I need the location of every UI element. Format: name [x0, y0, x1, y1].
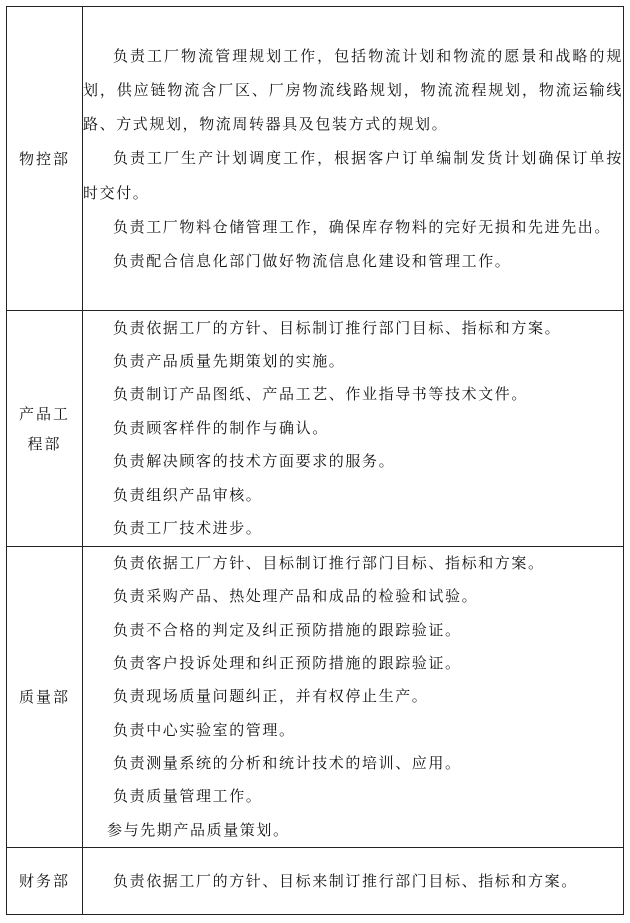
duty-item: 负责依据工厂的方针、目标制订推行部门目标、指标和方案。	[113, 318, 562, 337]
duty-item: 负责客户投诉处理和纠正预防措施的跟踪验证。	[113, 654, 462, 673]
duty-item: 负责产品质量先期策划的实施。	[113, 351, 346, 370]
department-row-product-engineering	[7, 311, 624, 547]
department-duties-cell	[83, 848, 624, 915]
duty-item: 负责顾客样件的制作与确认。	[113, 418, 329, 437]
duty-item: 负责质量管理工作。	[113, 787, 263, 806]
department-name: 产品工程部	[18, 404, 70, 453]
duty-item: 负责依据工厂的方针、目标来制订推行部门目标、指标和方案。	[113, 872, 578, 890]
duty-item: 负责工厂技术进步。	[113, 519, 263, 538]
duty-item: 负责解决顾客的技术方面要求的服务。	[113, 452, 396, 471]
department-name-cell	[7, 547, 83, 848]
department-duties-table	[6, 6, 624, 915]
department-name: 物控部	[18, 149, 70, 168]
duty-item: 负责配合信息化部门做好物流信息化建设和管理工作。	[113, 252, 512, 270]
department-name: 质量部	[18, 688, 70, 706]
duty-item: 负责现场质量问题纠正，并有权停止生产。	[113, 687, 429, 706]
department-duties-cell	[83, 7, 624, 311]
department-name-cell	[7, 848, 83, 915]
department-name-cell	[7, 311, 83, 547]
duty-item: 负责测量系统的分析和统计技术的培训、应用。	[113, 753, 462, 772]
duty-item: 负责组织产品审核。	[113, 485, 263, 504]
duty-item: 负责采购产品、热处理产品和成品的检验和试验。	[113, 587, 479, 606]
duty-item: 负责依据工厂方针、目标制订推行部门目标、指标和方案。	[113, 554, 545, 573]
duty-item: 参与先期产品质量策划。	[107, 820, 290, 839]
department-name-cell	[7, 7, 83, 311]
department-row-quality	[7, 547, 624, 848]
duty-item: 负责制订产品图纸、产品工艺、作业指导书等技术文件。	[113, 385, 529, 404]
duty-item: 负责工厂物流管理规划工作，包括物流计划和物流的愿景和战略的规划，供应链物流含厂区、厂房物流线路规划，物流流程规划，物流运输线路、方式规划，物流周转器具及包装方式的规划。	[83, 46, 623, 134]
department-name: 财务部	[18, 872, 70, 890]
department-duties-cell	[83, 311, 624, 547]
duty-item: 负责工厂生产计划调度工作，根据客户订单编制发货计划确保订单按时交付。	[83, 149, 623, 202]
duty-item: 负责不合格的判定及纠正预防措施的跟踪验证。	[113, 620, 462, 639]
duty-item: 负责工厂物料仓储管理工作，确保库存物料的完好无损和先进先出。	[113, 217, 612, 236]
department-row-materials-control	[7, 7, 624, 311]
department-row-finance	[7, 848, 624, 915]
department-duties-cell	[83, 547, 624, 848]
duty-item: 负责中心实验室的管理。	[113, 720, 296, 739]
